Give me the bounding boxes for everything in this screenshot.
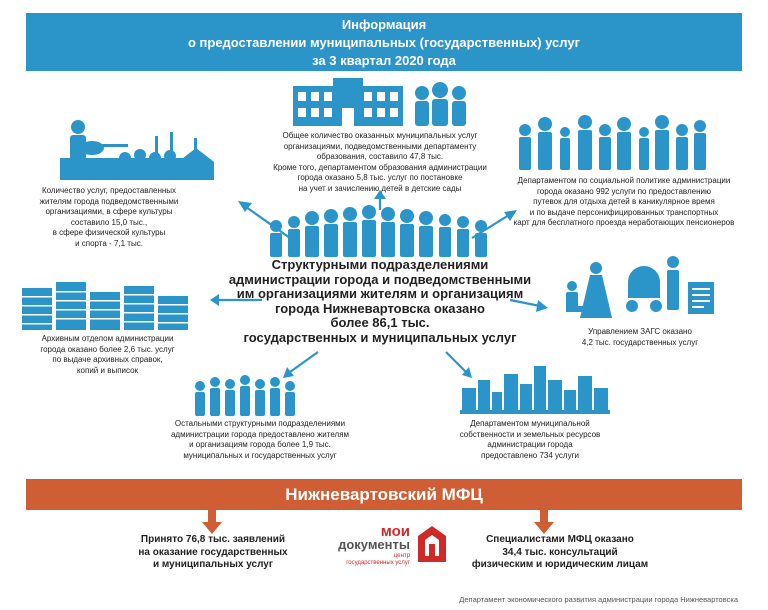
others-line-4: муниципальных и государственных услуг — [183, 450, 337, 460]
archive-line-1: Архивным отделом администрации — [41, 334, 174, 343]
mfc-title: Нижневартовский МФЦ — [285, 485, 483, 504]
zags-line-1: Управлением ЗАГС оказано — [588, 327, 692, 336]
footer-credit: Департамент экономического развития администрации города Нижневартовска — [459, 595, 738, 604]
wedding-icon — [566, 256, 679, 318]
families-icon — [519, 115, 706, 170]
center-summary — [220, 258, 540, 345]
education-line-5: города оказано 5,8 тыс. услуг по постановке — [297, 173, 463, 182]
education-text — [264, 131, 496, 194]
property-line-3: администрации города — [487, 440, 573, 449]
culture-line-2: жителям города подведомственными — [39, 196, 179, 206]
header-line-3: за 3 квартал 2020 года — [312, 53, 456, 68]
culture-text — [34, 186, 184, 249]
mfc-left-line-3: и муниципальных услуг — [152, 559, 274, 570]
education-line-2: организациями, подведомственными департаменту — [283, 141, 477, 151]
education-line-3: образования, составило 47,8 тыс. — [316, 152, 444, 161]
others-line-1: Остальными структурными подразделениями — [174, 419, 346, 428]
others-line-3: и организациям города более 1,9 тыс. — [189, 440, 331, 449]
social-line-3: путевок для отдыха детей в каникулярное время — [533, 197, 715, 206]
archive-folders-icon — [22, 282, 188, 330]
social-line-1: Департаментом по социальной политике администрации — [517, 176, 731, 185]
culture-line-6: и спорта - 7,1 тыс. — [75, 238, 143, 248]
mfc-left-line-1: Принято 76,8 тыс. заявлений — [140, 534, 286, 545]
city-skyline-icon — [460, 366, 610, 414]
archive-line-4: копий и выписок — [76, 365, 139, 375]
center-line-3: им организациями жителям и организациям — [236, 286, 524, 301]
education-line-4: Кроме того, департаментом образования администрации — [273, 162, 487, 172]
arrow-to-others — [290, 352, 318, 372]
tent-icon — [178, 138, 214, 180]
mfc-arrow-right-shaft — [540, 510, 548, 524]
mfc-left-text — [118, 534, 308, 572]
others-text — [160, 419, 360, 461]
archive-line-3: по выдаче архивных справок, — [52, 355, 163, 364]
archive-line-2: города оказано более 2,6 тыс. услуг — [40, 344, 175, 354]
clipboard-icon — [688, 282, 714, 314]
mfc-right-line-1: Специалистами МФЦ оказано — [486, 534, 634, 545]
children-icon — [415, 82, 466, 126]
social-text — [496, 176, 752, 229]
culture-line-5: в сфере физической культуры — [52, 228, 166, 237]
property-line-4: предоставлено 734 услуги — [480, 450, 579, 460]
mfc-arrow-left-shaft — [208, 510, 216, 524]
arrow-to-culture — [246, 207, 290, 238]
center-line-1: Структурными подразделениями — [271, 257, 489, 272]
others-line-2: администрации города предоставлено жителям — [170, 429, 350, 439]
arrow-to-property — [446, 352, 466, 372]
property-line-2: собственности и земельных ресурсов — [459, 429, 601, 439]
mfc-right-line-3: физическим и юридическим лицам — [471, 559, 649, 570]
people-group-icon — [195, 375, 295, 416]
logo-sub-2: государственных услуг — [346, 560, 410, 566]
education-line-1: Общее количество оказанных муниципальных услуг — [282, 131, 478, 140]
culture-line-1: Количество услуг, предоставленных — [41, 186, 177, 195]
social-line-5: карт для бесплатного проезда неработающих пенсионеров — [513, 218, 735, 227]
zags-text — [560, 327, 720, 348]
logo-sub-1: центр — [393, 553, 410, 559]
logo-dokumenty: документы — [338, 537, 410, 552]
culture-line-4: составило 15,0 тыс., — [70, 217, 148, 227]
center-line-4: города Нижневартовска оказано — [274, 300, 486, 316]
mfc-arrow-right-head — [534, 522, 554, 534]
school-icon — [293, 78, 403, 126]
crowd-icon — [270, 205, 487, 257]
center-line-6: государственных и муниципальных услуг — [243, 329, 517, 345]
culture-line-3: организациями, в сфере культуры — [45, 207, 173, 216]
header-line-2: о предоставлении муниципальных (государственных) услуг — [187, 35, 581, 50]
moi-dokumenty-logo — [326, 522, 450, 574]
social-line-4: и по выдаче персонифицированных транспортных — [529, 207, 719, 217]
logo-emblem-icon — [416, 524, 448, 564]
mfc-right-line-2: 34,4 тыс. консультаций — [502, 546, 618, 558]
zags-line-2: 4,2 тыс. государственных услуг — [581, 337, 699, 347]
mfc-banner — [26, 479, 742, 510]
social-line-2: города оказано 992 услуги по предоставлению — [537, 186, 711, 196]
logo-moi: мои — [380, 523, 410, 540]
education-line-6: на учет и зачислению детей в детские сады — [298, 183, 462, 193]
header-line-1: Информация — [341, 17, 427, 32]
mfc-arrow-left-head — [202, 522, 222, 534]
property-line-1: Департаментом муниципальной — [470, 419, 590, 428]
mfc-left-line-2: на оказание государственных — [138, 546, 288, 558]
culture-icon — [60, 120, 190, 180]
mfc-right-text — [460, 534, 660, 572]
center-line-5: более 86,1 тыс. — [330, 315, 430, 330]
archive-text — [20, 334, 195, 376]
center-line-2: администрации города и подведомственными — [228, 271, 532, 287]
property-text — [440, 419, 620, 461]
